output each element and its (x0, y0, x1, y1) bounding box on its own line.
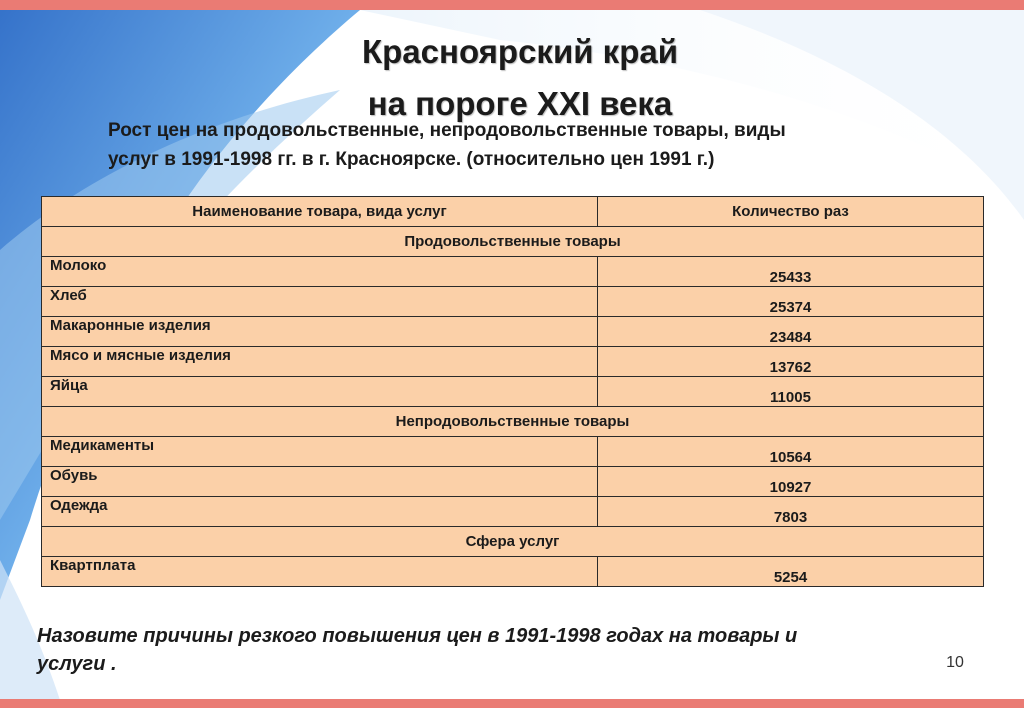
table-row (42, 467, 984, 497)
row-value: 10564 (598, 437, 984, 467)
row-name: Яйца (42, 377, 598, 407)
section-title: Сфера услуг (42, 527, 984, 557)
row-name: Обувь (42, 467, 598, 497)
row-name: Мясо и мясные изделия (42, 347, 598, 377)
table-row (42, 257, 984, 287)
slide-title (300, 26, 740, 130)
question-line-2: услуги . (37, 653, 117, 675)
section-row-services (42, 527, 984, 557)
table-row (42, 497, 984, 527)
price-growth-table (41, 196, 984, 587)
table-header-row (42, 197, 984, 227)
header-item-name: Наименование товара, вида услуг (42, 197, 598, 227)
table-row (42, 287, 984, 317)
caption-line-1: Рост цен на продовольственные, непродовольственные товары, виды (108, 120, 786, 141)
caption-line-2: услуг в 1991-1998 гг. в г. Красноярске. (относительно цен 1991 г.) (108, 149, 715, 170)
bottom-accent-bar (0, 699, 1024, 708)
table-row (42, 347, 984, 377)
title-line-1: Красноярский край (362, 33, 678, 70)
row-name: Одежда (42, 497, 598, 527)
discussion-question (37, 622, 997, 678)
row-value: 25374 (598, 287, 984, 317)
section-title: Продовольственные товары (42, 227, 984, 257)
row-name: Молоко (42, 257, 598, 287)
section-row-nonfood (42, 407, 984, 437)
table-row (42, 317, 984, 347)
section-row-food (42, 227, 984, 257)
row-value: 23484 (598, 317, 984, 347)
title-line-2: на пороге XXI века (367, 85, 673, 122)
header-count: Количество раз (598, 197, 984, 227)
slide-number: 10 (946, 654, 964, 671)
row-value: 13762 (598, 347, 984, 377)
section-title: Непродовольственные товары (42, 407, 984, 437)
row-name: Квартплата (42, 557, 598, 587)
row-value: 25433 (598, 257, 984, 287)
table-row (42, 437, 984, 467)
row-name: Хлеб (42, 287, 598, 317)
question-line-1: Назовите причины резкого повышения цен в 1991-1998 годах на товары и (37, 625, 798, 647)
table-caption (108, 116, 988, 174)
row-value: 5254 (598, 557, 984, 587)
table-row (42, 557, 984, 587)
row-name: Медикаменты (42, 437, 598, 467)
row-value: 11005 (598, 377, 984, 407)
row-name: Макаронные изделия (42, 317, 598, 347)
table-row (42, 377, 984, 407)
row-value: 7803 (598, 497, 984, 527)
row-value: 10927 (598, 467, 984, 497)
